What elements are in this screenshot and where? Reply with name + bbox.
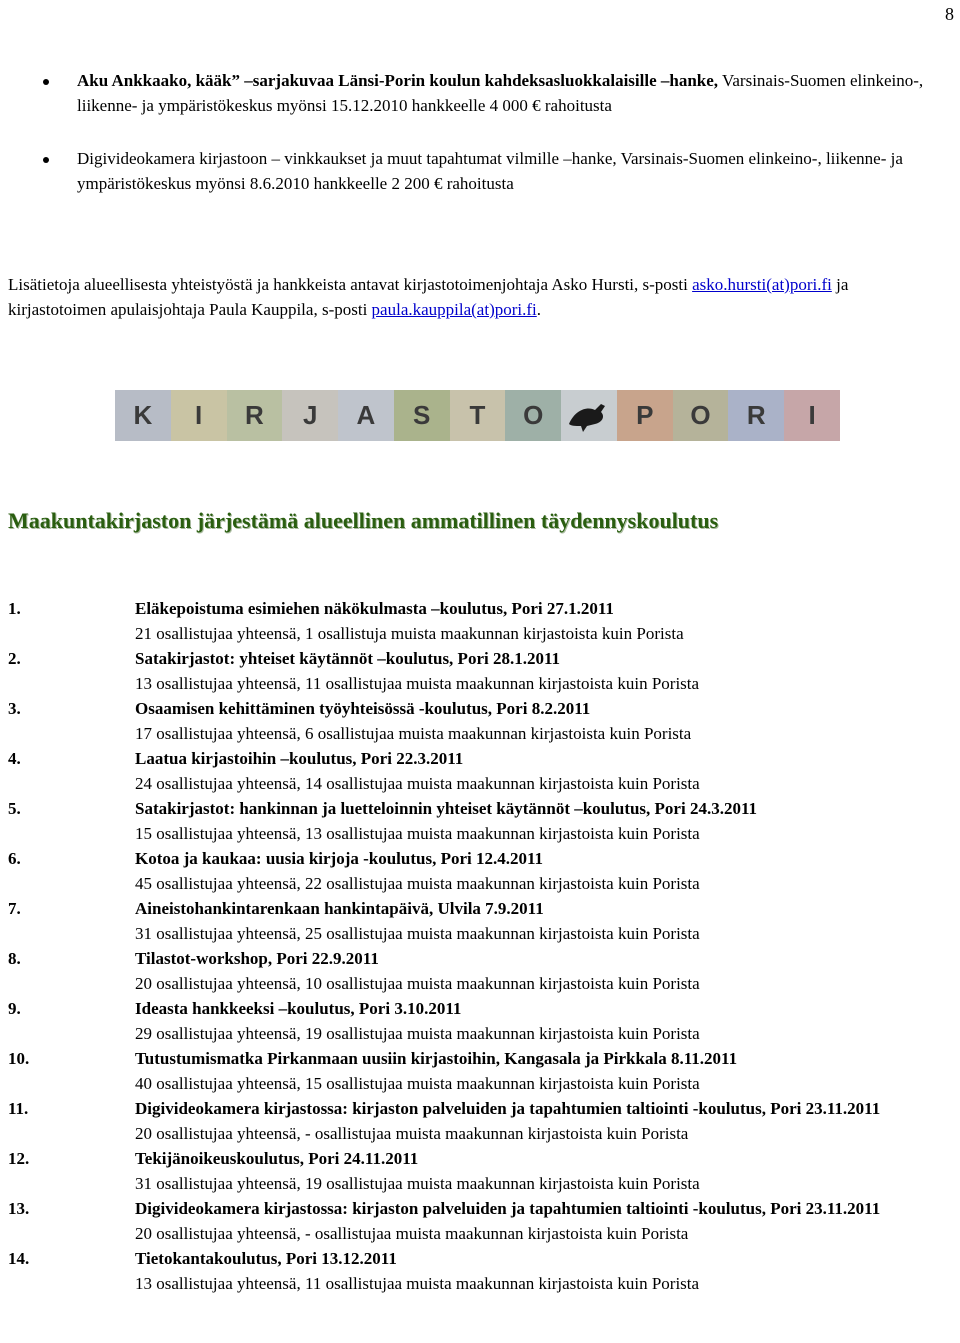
contact-paragraph <box>8 272 948 322</box>
course-number: 13. <box>8 1199 30 1218</box>
course-item <box>0 1196 960 1246</box>
course-participants: 13 osallistujaa yhteensä, 11 osallistujaa muista maakunnan kirjastoista kuin Porista <box>135 674 700 693</box>
logo-letter-tile: I <box>171 390 227 441</box>
course-item <box>0 696 960 746</box>
course-number: 1. <box>8 599 21 618</box>
course-participants: 29 osallistujaa yhteensä, 19 osallistujaa muista maakunnan kirjastoista kuin Porista <box>135 1024 700 1043</box>
course-number: 14. <box>8 1249 30 1268</box>
course-title: Satakirjastot: hankinnan ja luetteloinnin yhteiset käytännöt –koulutus, Pori 24.3.2011 <box>135 799 758 818</box>
course-title: Tilastot-workshop, Pori 22.9.2011 <box>135 949 379 968</box>
course-number: 3. <box>8 699 21 718</box>
course-item <box>0 996 960 1046</box>
course-item <box>0 1096 960 1146</box>
course-number: 2. <box>8 649 21 668</box>
course-number: 7. <box>8 899 21 918</box>
project-text: Varsinais-Suomen elinkeino-, liikenne- ja ympäristökeskus myönsi 15.12.2010 hankkeelle 4 000 € rahoitusta <box>77 71 924 115</box>
logo-letter-tile: R <box>227 390 283 441</box>
course-participants: 21 osallistujaa yhteensä, 1 osallistuja muista maakunnan kirjastoista kuin Porista <box>135 624 684 643</box>
course-participants: 20 osallistujaa yhteensä, - osallistujaa muista maakunnan kirjastoista kuin Porista <box>135 1224 689 1243</box>
course-participants: 15 osallistujaa yhteensä, 13 osallistujaa muista maakunnan kirjastoista kuin Porista <box>135 824 700 843</box>
course-title: Aineistohankintarenkaan hankintapäivä, Ulvila 7.9.2011 <box>135 899 544 918</box>
bird-icon <box>565 396 613 436</box>
course-item <box>0 796 960 846</box>
course-item <box>0 646 960 696</box>
course-participants: 24 osallistujaa yhteensä, 14 osallistujaa muista maakunnan kirjastoista kuin Porista <box>135 774 700 793</box>
course-title: Kotoa ja kaukaa: uusia kirjoja -koulutus, Pori 12.4.2011 <box>135 849 544 868</box>
kirjasto-pori-logo <box>115 390 840 441</box>
course-item <box>0 596 960 646</box>
logo-letter-tile: O <box>673 390 729 441</box>
course-item <box>0 1146 960 1196</box>
course-participants: 17 osallistujaa yhteensä, 6 osallistujaa muista maakunnan kirjastoista kuin Porista <box>135 724 692 743</box>
email-link-paula[interactable]: paula.kauppila(at)pori.fi <box>371 300 537 319</box>
logo-letter-tile: S <box>394 390 450 441</box>
course-participants: 40 osallistujaa yhteensä, 15 osallistujaa muista maakunnan kirjastoista kuin Porista <box>135 1074 700 1093</box>
course-title: Ideasta hankkeeksi –koulutus, Pori 3.10.2011 <box>135 999 462 1018</box>
logo-bird-tile <box>561 390 617 441</box>
course-title: Digivideokamera kirjastossa: kirjaston palveluiden ja tapahtumien taltiointi -koulutus, Pori 23.11.2011 <box>135 1199 881 1218</box>
bullet-icon <box>43 79 49 85</box>
course-number: 6. <box>8 849 21 868</box>
course-item <box>0 846 960 896</box>
course-participants: 31 osallistujaa yhteensä, 19 osallistujaa muista maakunnan kirjastoista kuin Porista <box>135 1174 700 1193</box>
course-title: Eläkepoistuma esimiehen näkökulmasta –koulutus, Pori 27.1.2011 <box>135 599 614 618</box>
logo-letter-tile: A <box>338 390 394 441</box>
logo-letter-tile: O <box>505 390 561 441</box>
course-list <box>0 596 960 1296</box>
project-title: Aku Ankkaako, kääk” –sarjakuvaa Länsi-Porin koulun kahdeksasluokkalaisille –hanke, <box>77 71 719 90</box>
course-item <box>0 746 960 796</box>
course-participants: 31 osallistujaa yhteensä, 25 osallistujaa muista maakunnan kirjastoista kuin Porista <box>135 924 700 943</box>
course-participants: 13 osallistujaa yhteensä, 11 osallistujaa muista maakunnan kirjastoista kuin Porista <box>135 1274 700 1293</box>
project-text: Digivideokamera kirjastoon – vinkkaukset ja muut tapahtumat vilmille –hanke, Varsinais-Suomen elinkeino-, liikenne- ja ympäristökeskus myönsi 8.6.2010 hankkeelle 2 200 € rahoitusta <box>77 149 903 193</box>
course-item <box>0 946 960 996</box>
course-number: 4. <box>8 749 21 768</box>
course-participants: 20 osallistujaa yhteensä, 10 osallistujaa muista maakunnan kirjastoista kuin Porista <box>135 974 700 993</box>
course-number: 5. <box>8 799 21 818</box>
logo-letter-tile: J <box>282 390 338 441</box>
course-number: 10. <box>8 1049 30 1068</box>
logo-letter-tile: R <box>728 390 784 441</box>
email-link-asko[interactable]: asko.hursti(at)pori.fi <box>692 275 832 294</box>
logo-letter-tile: K <box>115 390 171 441</box>
project-item <box>0 146 960 196</box>
course-item <box>0 1246 960 1296</box>
course-title: Satakirjastot: yhteiset käytännöt –koulutus, Pori 28.1.2011 <box>135 649 561 668</box>
logo-letter-tile: T <box>450 390 506 441</box>
course-title: Digivideokamera kirjastossa: kirjaston palveluiden ja tapahtumien taltiointi -koulutus, Pori 23.11.2011 <box>135 1099 881 1118</box>
project-item <box>0 68 960 118</box>
course-title: Tutustumismatka Pirkanmaan uusiin kirjastoihin, Kangasala ja Pirkkala 8.11.2011 <box>135 1049 738 1068</box>
course-number: 9. <box>8 999 21 1018</box>
page-number: 8 <box>945 4 954 24</box>
course-title: Tekijänoikeuskoulutus, Pori 24.11.2011 <box>135 1149 419 1168</box>
section-heading: Maakuntakirjaston järjestämä alueellinen ammatillinen täydennyskoulutus <box>8 508 719 533</box>
course-number: 12. <box>8 1149 30 1168</box>
course-number: 8. <box>8 949 21 968</box>
course-title: Laatua kirjastoihin –koulutus, Pori 22.3.2011 <box>135 749 464 768</box>
course-title: Tietokantakoulutus, Pori 13.12.2011 <box>135 1249 397 1268</box>
course-participants: 45 osallistujaa yhteensä, 22 osallistujaa muista maakunnan kirjastoista kuin Porista <box>135 874 700 893</box>
project-list <box>0 68 960 224</box>
bullet-icon <box>43 157 49 163</box>
contact-text: ja kirjastotoimen apulaisjohtaja Paula Kauppila, s-posti <box>8 275 849 319</box>
course-number: 11. <box>8 1099 29 1118</box>
course-item <box>0 1046 960 1096</box>
logo-letter-tile: P <box>617 390 673 441</box>
course-participants: 20 osallistujaa yhteensä, - osallistujaa muista maakunnan kirjastoista kuin Porista <box>135 1124 689 1143</box>
logo-letter-tile: I <box>784 390 840 441</box>
course-item <box>0 896 960 946</box>
course-title: Osaamisen kehittäminen työyhteisössä -koulutus, Pori 8.2.2011 <box>135 699 591 718</box>
contact-text: Lisätietoja alueellisesta yhteistyöstä ja hankkeista antavat kirjastotoimenjohtaja Asko Hursti, s-posti <box>8 275 693 294</box>
contact-text: . <box>536 300 542 319</box>
